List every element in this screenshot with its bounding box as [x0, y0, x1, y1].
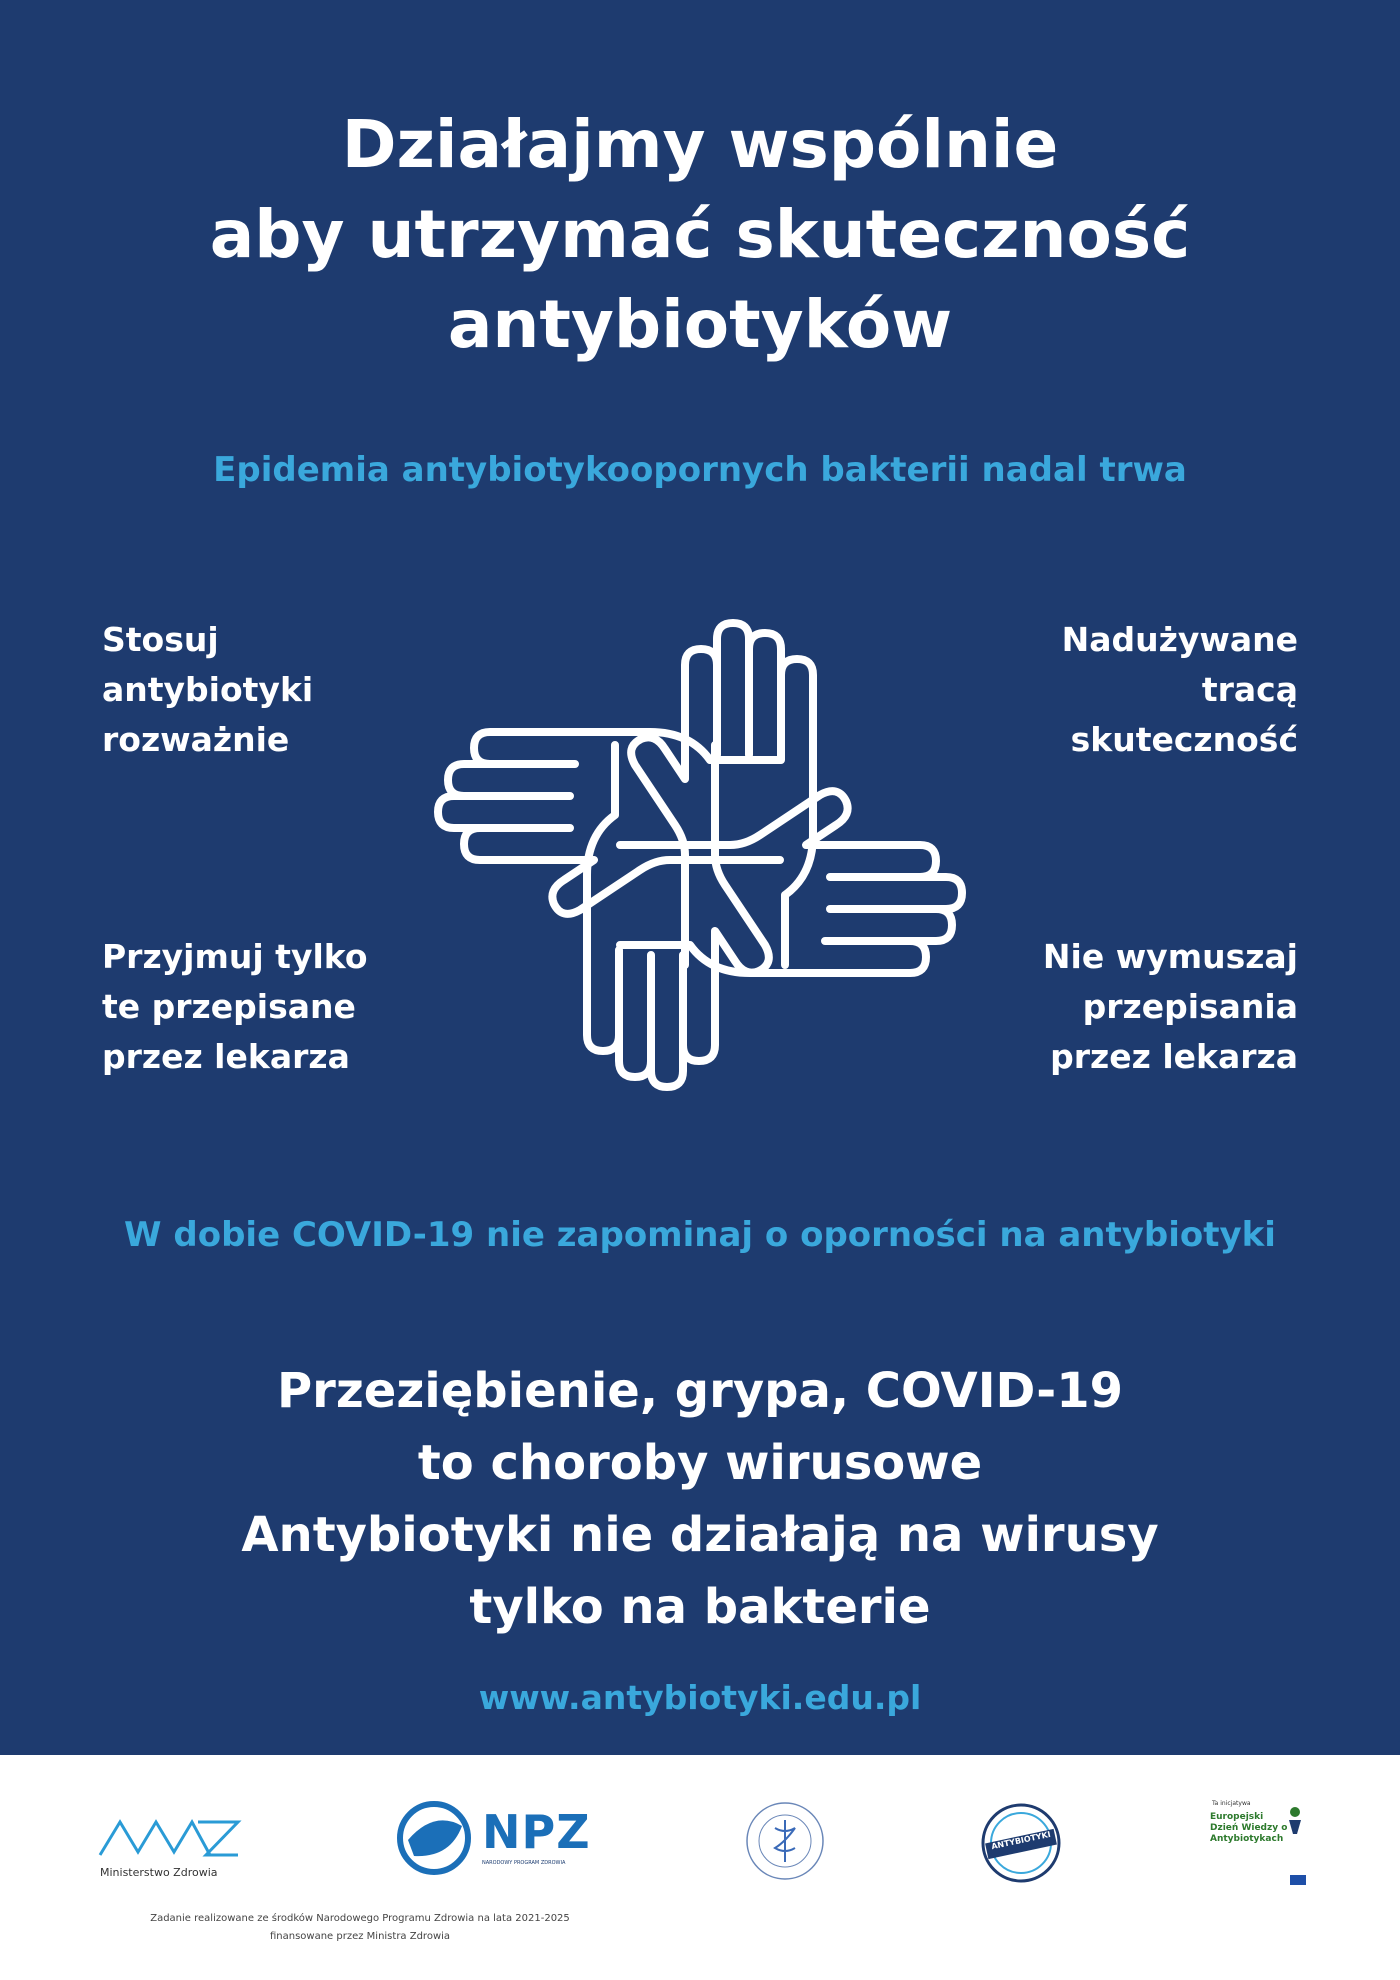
- tip-top-left: [102, 615, 313, 765]
- ministerstwo-zdrowia-logo: [98, 1810, 243, 1868]
- edaa-line: Antybiotykach: [1210, 1834, 1284, 1844]
- tip-line: Nadużywane: [1061, 620, 1298, 659]
- website-link[interactable]: www.antybiotyki.edu.pl: [478, 1678, 922, 1717]
- edaa-line: Europejski: [1210, 1812, 1264, 1822]
- covid-subtitle: W dobie COVID-19 nie zapominaj o oporności na antybiotyki: [124, 1215, 1276, 1255]
- medical-society-seal-icon: [742, 1798, 828, 1884]
- interlocking-hands-icon: [415, 575, 985, 1120]
- npz-logo-text: NPZ: [482, 1805, 591, 1859]
- poster-title: [0, 100, 1400, 370]
- badge-label: ANTYBIOTYKI: [990, 1829, 1052, 1852]
- epidemic-subtitle: Epidemia antybiotykoopornych bakterii nadal trwa: [213, 450, 1187, 490]
- funding-note: [100, 1910, 620, 1946]
- edaa-line: Dzień Wiedzy o: [1210, 1823, 1288, 1833]
- edaa-figure-icon: [1285, 1806, 1305, 1836]
- funding-line: finansowane przez Ministra Zdrowia: [269, 1931, 451, 1942]
- mz-caption: Ministerstwo Zdrowia: [100, 1866, 218, 1879]
- message-line: tylko na bakterie: [469, 1579, 931, 1635]
- tip-line: Nie wymuszaj: [1042, 937, 1298, 976]
- message-line: Przeziębienie, grypa, COVID-19: [277, 1363, 1123, 1419]
- message-line: to choroby wirusowe: [417, 1435, 983, 1491]
- message-line: Antybiotyki nie działają na wirusy: [241, 1507, 1159, 1563]
- eu-flag-icon: [1290, 1875, 1306, 1885]
- tip-line: przez lekarza: [1050, 1037, 1298, 1076]
- tip-line: rozważnie: [102, 720, 290, 759]
- tip-line: antybiotyki: [102, 670, 314, 709]
- title-line: Działajmy wspólnie: [341, 106, 1059, 183]
- tip-top-right: [1062, 615, 1298, 765]
- tip-line: Stosuj: [102, 620, 219, 659]
- title-line: aby utrzymać skuteczność: [209, 196, 1191, 273]
- tip-line: przez lekarza: [102, 1037, 350, 1076]
- title-line: antybiotyków: [447, 286, 953, 363]
- edaa-small-text: Ta inicjatywa: [1212, 1800, 1251, 1807]
- npz-globe-icon: [390, 1800, 478, 1878]
- virus-message: [0, 1355, 1400, 1643]
- tip-bottom-right: [1043, 932, 1298, 1082]
- tip-line: skuteczność: [1070, 720, 1298, 759]
- tip-line: te przepisane: [102, 987, 356, 1026]
- funding-line: Zadanie realizowane ze środków Narodowego Programu Zdrowia na lata 2021-2025: [150, 1913, 570, 1924]
- tip-bottom-left: [102, 932, 368, 1082]
- tip-line: tracą: [1201, 670, 1298, 709]
- npz-subtitle: NARODOWY PROGRAM ZDROWIA: [482, 1860, 566, 1866]
- tip-line: Przyjmuj tylko: [102, 937, 368, 976]
- tip-line: przepisania: [1082, 987, 1298, 1026]
